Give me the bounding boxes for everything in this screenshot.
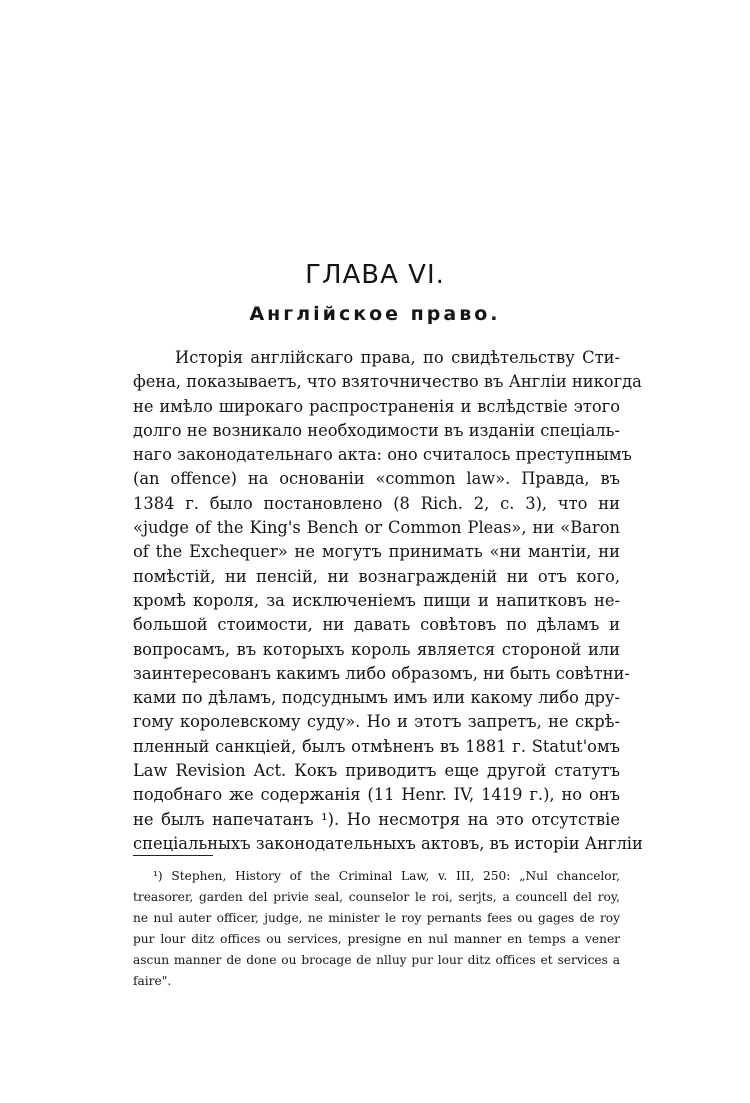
- body-line: помѣстій, ни пенсій, ни вознагражденій ни отъ кого,: [133, 566, 620, 586]
- footnote-line: ¹) Stephen, History of the Criminal Law, v. III, 250: „Nul chancelor,: [153, 869, 620, 883]
- body-line: не былъ напечатанъ ¹). Но несмотря на это отсутствіе: [133, 809, 620, 829]
- footnote-line: ascun manner de done ou brocage de nlluy pur lour ditz offices et services a: [133, 953, 620, 967]
- body-line: большой стоимости, ни давать совѣтовъ по дѣламъ и: [133, 615, 620, 635]
- chapter-heading: ГЛАВА VI.: [305, 260, 445, 290]
- footnote-line: faire".: [133, 974, 172, 988]
- body-line: долго не возникало необходимости въ изданіи спеціаль-: [133, 420, 620, 440]
- body-paragraph: [133, 346, 643, 856]
- section-title: Англійское право.: [249, 303, 501, 325]
- footnote: [133, 866, 620, 992]
- body-line: кромѣ короля, за исключеніемъ пищи и напитковъ не-: [133, 590, 620, 610]
- footnote-line: ne nul auter officer, judge, ne minister le roy pernants fees ou gages de roy: [133, 911, 620, 925]
- footnote-line: pur lour ditz offices ou services, presigne en nul manner en temps a vener: [133, 932, 620, 946]
- body-line: заинтересованъ какимъ либо образомъ, ни быть совѣтни-: [133, 663, 630, 683]
- body-line: (an offence) на основаніи «common law». Правда, въ: [133, 469, 620, 489]
- body-line: гому королевскому суду». Но и этотъ запретъ, не скрѣ-: [133, 712, 620, 732]
- body-line: Law Revision Act. Кокъ приводитъ еще другой статутъ: [133, 761, 620, 781]
- body-line: 1384 г. было постановлено (8 Rich. 2, c. 3), что ни: [133, 493, 620, 513]
- body-line: Исторія англійскаго права, по свидѣтельству Сти-: [175, 348, 620, 367]
- body-line: фена, показываетъ, что взяточничество въ Англіи никогда: [133, 372, 642, 392]
- body-line: не имѣло широкаго распространенія и вслѣдствіе этого: [133, 396, 620, 416]
- body-line: спеціальныхъ законодательныхъ актовъ, въ исторіи Англіи: [133, 833, 643, 853]
- footnote-divider: [133, 855, 213, 856]
- body-line: подобнаго же содержанія (11 Henr. IV, 1419 г.), но онъ: [133, 785, 620, 805]
- body-line: наго законодательнаго акта: оно считалось преступнымъ: [133, 445, 632, 465]
- body-line: пленный санкціей, былъ отмѣненъ въ 1881 г. Statut'омъ: [133, 736, 620, 756]
- body-line: «judge of the King's Bench or Common Pleas», ни «Baron: [133, 518, 620, 538]
- body-line: of the Exchequer» не могутъ принимать «ни мантіи, ни: [133, 542, 620, 562]
- footnote-line: treasorer, garden del privie seal, counselor le roi, serjts, a councell del roy,: [133, 890, 620, 904]
- body-line: вопросамъ, въ которыхъ король является стороной или: [133, 639, 620, 659]
- body-line: ками по дѣламъ, подсуднымъ имъ или какому либо дру-: [133, 688, 620, 708]
